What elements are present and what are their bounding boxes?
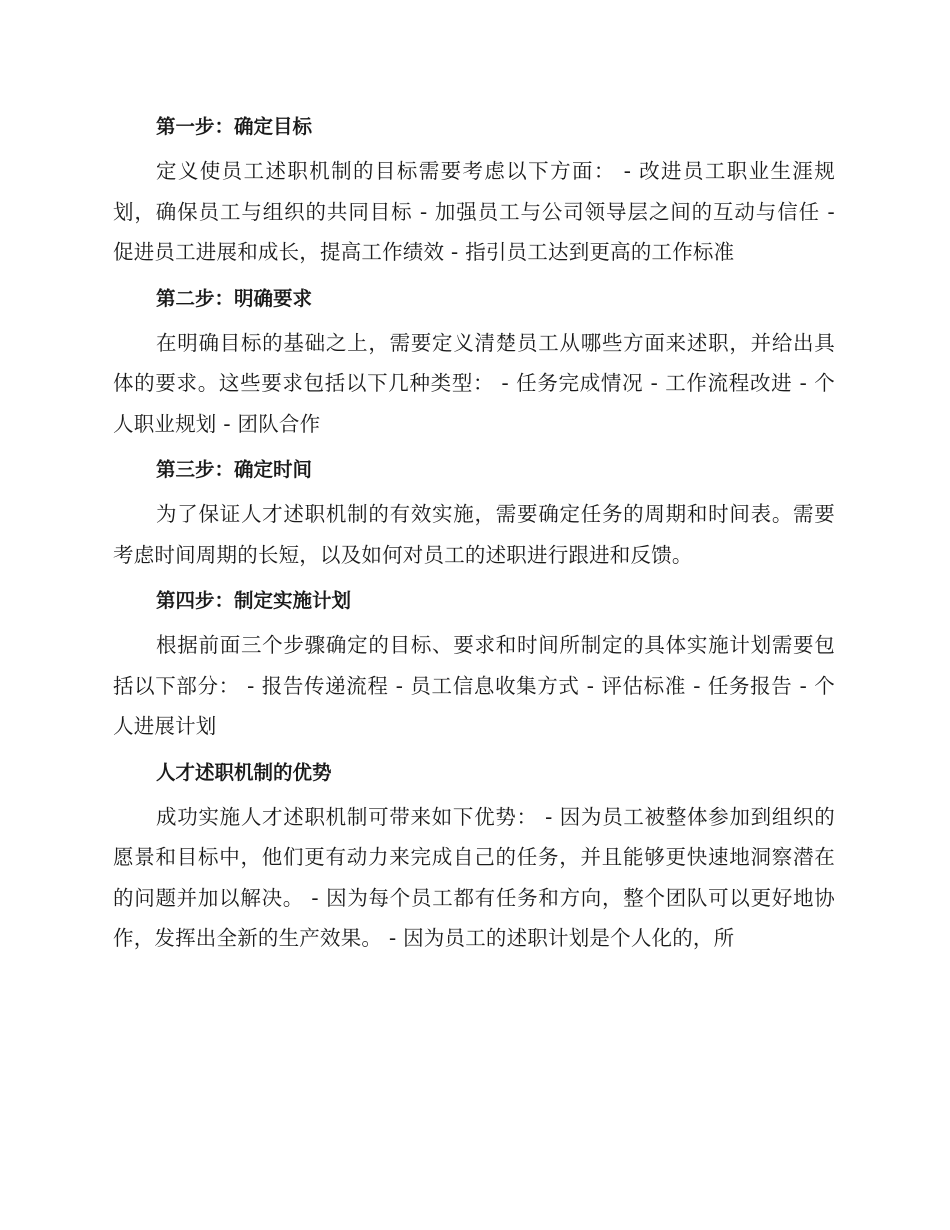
section-heading: 第二步：明确要求: [156, 286, 313, 310]
section-paragraph: 成功实施人才述职机制可带来如下优势： - 因为员工被整体参加到组织的愿景和目标中，他们更有动力来完成自己的任务，并且能够更快速地洞察潜在的问题并加以解决。 - 因为每个员工都有任务和方向，整个团队可以更好地协作，发挥出全新的生产效果。 - 因为员工的述职计划是个人化的，所: [113, 804, 835, 950]
section-heading: 人才述职机制的优势: [156, 760, 332, 784]
document-page: [113, 108, 835, 959]
section-step-1: [113, 108, 835, 273]
section-heading: 第四步：制定实施计划: [156, 589, 352, 612]
section-heading: 第三步：确定时间: [156, 458, 313, 481]
section-heading: 第一步：确定目标: [156, 115, 313, 138]
section-paragraph: 定义使员工述职机制的目标需要考虑以下方面： - 改进员工职业生涯规划，确保员工与组织的共同目标 - 加强员工与公司领导层之间的互动与信任 - 促进员工进展和成长，提高工作绩效 - 指引员工达到更高的工作标准: [113, 159, 835, 264]
section-step-3: [113, 451, 835, 575]
section-step-4: [113, 582, 835, 747]
section-paragraph: 为了保证人才述职机制的有效实施，需要确定任务的周期和时间表。需要考虑时间周期的长短，以及如何对员工的述职进行跟进和反馈。: [113, 502, 835, 567]
section-step-2: [113, 280, 835, 445]
section-paragraph: 在明确目标的基础之上，需要定义清楚员工从哪些方面来述职，并给出具体的要求。这些要求包括以下几种类型： - 任务完成情况 - 工作流程改进 - 个人职业规划 - 团队合作: [113, 330, 835, 436]
section-advantages: [113, 754, 835, 959]
section-paragraph: 根据前面三个步骤确定的目标、要求和时间所制定的具体实施计划需要包括以下部分： - 报告传递流程 - 员工信息收集方式 - 评估标准 - 任务报告 - 个人进展计划: [113, 633, 835, 738]
